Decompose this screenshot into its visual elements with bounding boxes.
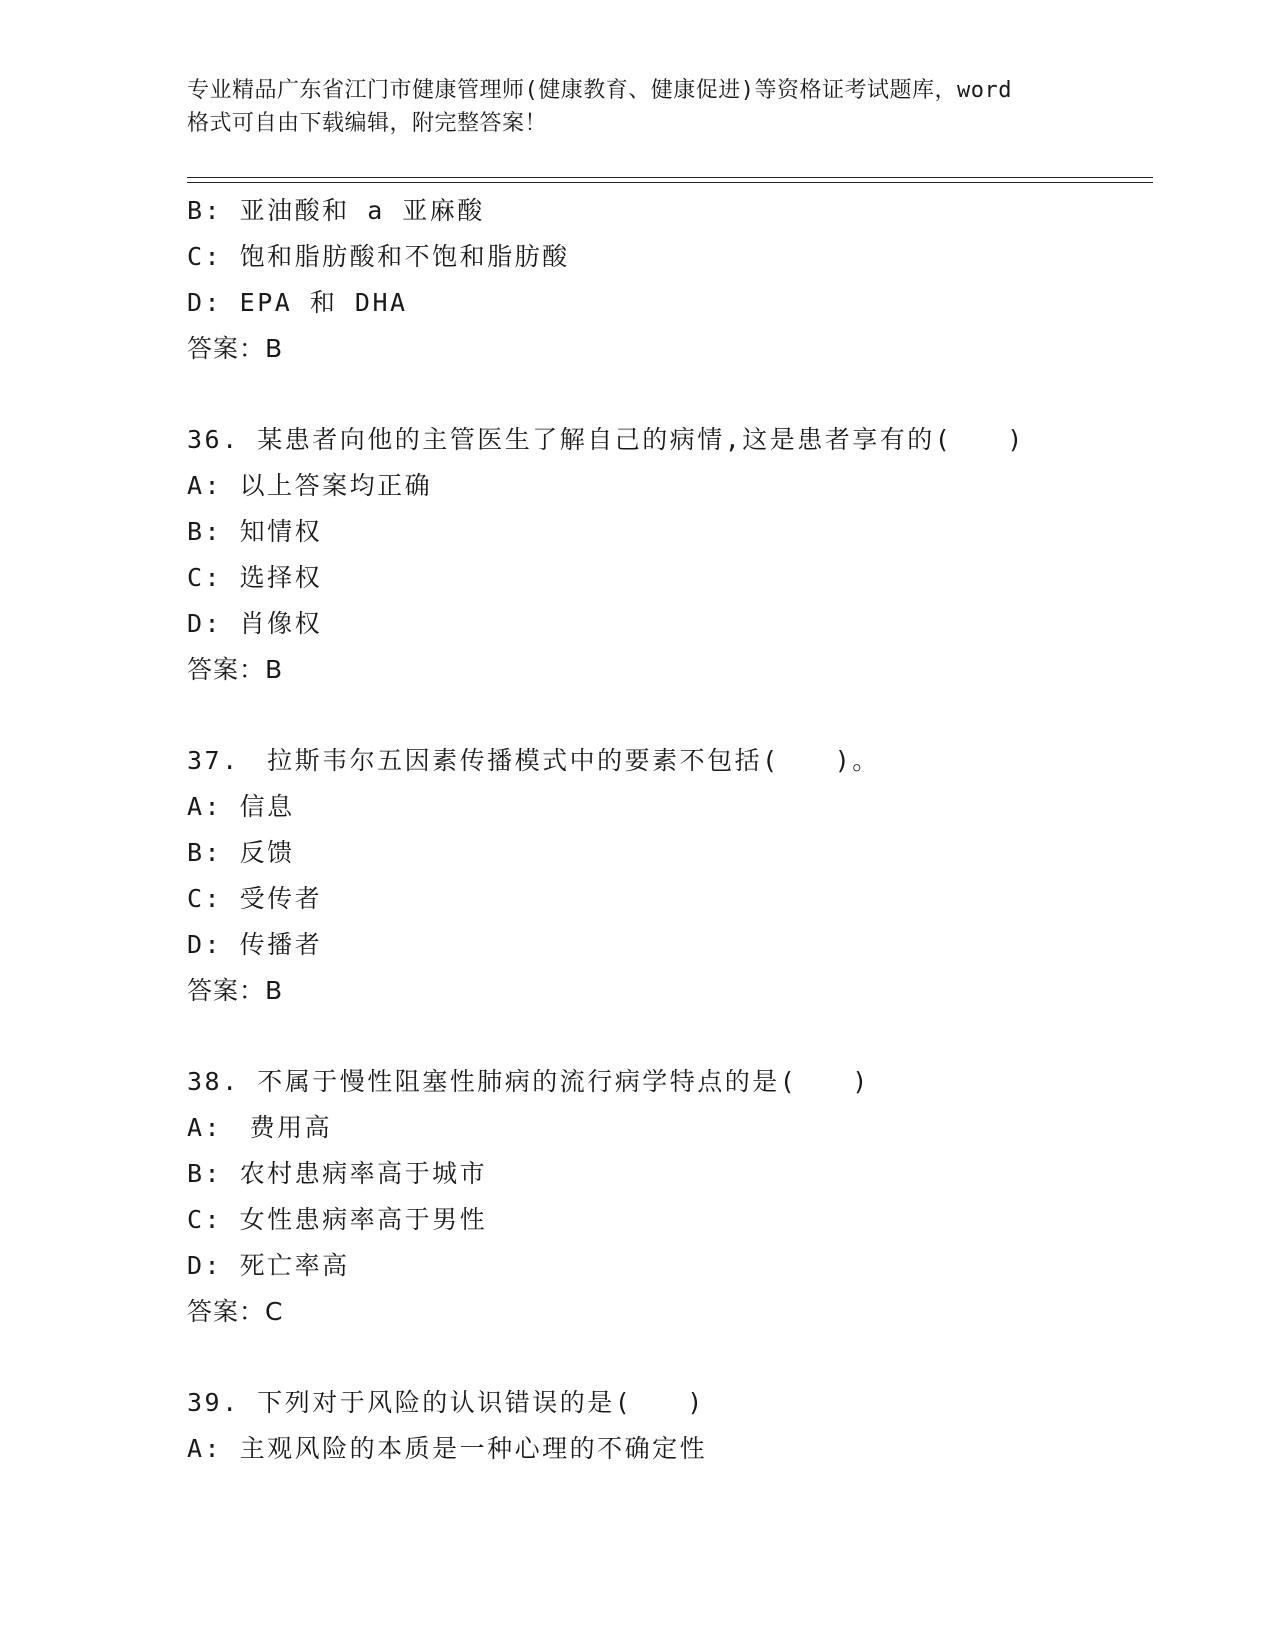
option-a: A: 费用高 xyxy=(187,1113,333,1142)
header-divider-top xyxy=(187,177,1153,178)
question-stem: 38. 不属于慢性阻塞性肺病的流行病学特点的是( ) xyxy=(187,1067,870,1096)
question-36 xyxy=(187,417,1147,693)
option-a: A: 主观风险的本质是一种心理的不确定性 xyxy=(187,1434,708,1463)
question-list xyxy=(187,188,1147,1472)
spacer xyxy=(187,693,1147,738)
option-b: B: 反馈 xyxy=(187,838,295,867)
spacer xyxy=(187,1335,1147,1380)
question-stem: 39. 下列对于风险的认识错误的是( ) xyxy=(187,1388,705,1417)
header-divider-bottom xyxy=(187,182,1153,183)
option-c: C: 饱和脂肪酸和不饱和脂肪酸 xyxy=(187,242,570,271)
option-d: D: 死亡率高 xyxy=(187,1251,350,1280)
answer-line: 答案：B xyxy=(187,334,284,363)
document-header xyxy=(187,74,1087,140)
question-stem: 37. 拉斯韦尔五因素传播模式中的要素不包括( )。 xyxy=(187,746,880,775)
option-d: D: 肖像权 xyxy=(187,609,323,638)
answer-line: 答案：B xyxy=(187,976,284,1005)
option-b: B: 知情权 xyxy=(187,517,323,546)
partial-question xyxy=(187,188,1147,372)
option-c: C: 选择权 xyxy=(187,563,323,592)
option-b: B: 亚油酸和 a 亚麻酸 xyxy=(187,196,485,225)
question-37 xyxy=(187,738,1147,1014)
option-a: A: 以上答案均正确 xyxy=(187,471,433,500)
option-b: B: 农村患病率高于城市 xyxy=(187,1159,488,1188)
option-a: A: 信息 xyxy=(187,792,295,821)
question-stem: 36. 某患者向他的主管医生了解自己的病情,这是患者享有的( ) xyxy=(187,425,1025,454)
answer-line: 答案：B xyxy=(187,655,284,684)
question-39 xyxy=(187,1380,1147,1472)
option-c: C: 女性患病率高于男性 xyxy=(187,1205,488,1234)
spacer xyxy=(187,1014,1147,1059)
spacer xyxy=(187,372,1147,417)
question-38 xyxy=(187,1059,1147,1335)
answer-line: 答案：C xyxy=(187,1297,284,1326)
option-d: D: 传播者 xyxy=(187,930,323,959)
option-d: D: EPA 和 DHA xyxy=(187,288,408,317)
header-line-2: 格式可自由下载编辑，附完整答案！ xyxy=(187,111,548,136)
header-line-1: 专业精品广东省江门市健康管理师(健康教育、健康促进)等资格证考试题库，word xyxy=(187,78,1012,103)
option-c: C: 受传者 xyxy=(187,884,323,913)
